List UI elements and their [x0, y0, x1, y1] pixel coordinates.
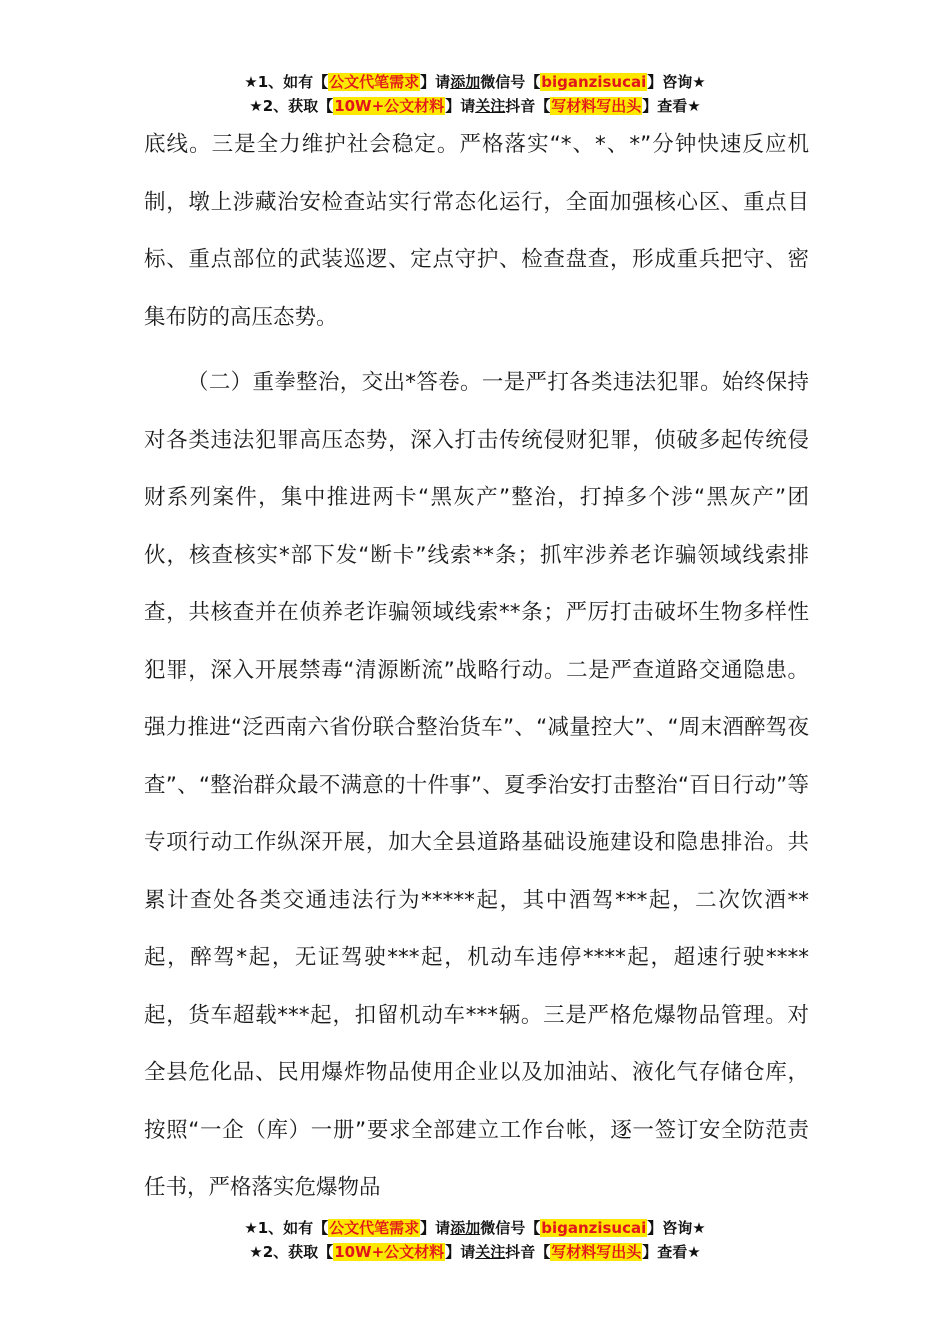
header-wechat-id[interactable]: biganzisucai [541, 73, 647, 91]
footer-materials-highlight: 10W+公文材料 [334, 1243, 445, 1261]
footer-line-1 [0, 1216, 950, 1240]
header-service-highlight: 公文代笔需求 [329, 73, 420, 91]
header-banner [0, 70, 950, 118]
footer-banner [0, 1216, 950, 1264]
footer-line-1-prefix: ★1、如有【 [244, 1219, 329, 1237]
header-line-2-suffix: 】查看★ [642, 97, 701, 115]
footer-line-2-prefix: ★2、获取【 [249, 1243, 334, 1261]
footer-line-1-emphasis: 添加 [450, 1219, 481, 1237]
header-line-2-mid: 】请 [445, 97, 476, 115]
header-line-1-mid2: 微信号【 [480, 73, 541, 91]
header-materials-highlight: 10W+公文材料 [334, 97, 445, 115]
header-line-1-mid: 】请 [420, 73, 451, 91]
footer-line-1-mid: 】请 [420, 1219, 451, 1237]
paragraph-2: （二）重拳整治，交出*答卷。一是严打各类违法犯罪。始终保持对各类违法犯罪高压态势，深入打击传统侵财犯罪，侦破多起传统侵财系列案件，集中推进两卡“黑灰产”整治，打掉多个涉“黑灰产”团伙，核查核实*部下发“断卡”线索**条；抓牢涉养老诈骗领域线索排查，共核查并在侦养老诈骗领域线索**条；严厉打击破坏生物多样性犯罪，深入开展禁毒“清源断流”战略行动。二是严查道路交通隐患。强力推进“泛西南六省份联合整治货车”、“减量控大”、“周末酒醉驾夜查”、“整治群众最不满意的十件事”、夏季治安打击整治“百日行动”等专项行动工作纵深开展，加大全县道路基础设施建设和隐患排治。共累计查处各类交通违法行为*****起，其中酒驾***起，二次饮酒**起，醉驾*起，无证驾驶***起，机动车违停****起，超速行驶****起，货车超载***起，扣留机动车***辆。三是严格危爆物品管理。对全县危化品、民用爆炸物品使用企业以及加油站、液化气存储仓库，按照“一企（库）一册”要求全部建立工作台帐，逐一签订安全防范责任书，严格落实危爆物品 [144, 370, 809, 1200]
footer-line-2-mid: 】请 [445, 1243, 476, 1261]
paragraph-1: 底线。三是全力维护社会稳定。严格落实“*、*、*”分钟快速反应机制，墩上涉藏治安检查站实行常态化运行，全面加强核心区、重点目标、重点部位的武装巡逻、定点守护、检查盘查，形成重兵把守、密集布防的高压态势。 [144, 132, 809, 330]
footer-line-2-mid2: 抖音【 [505, 1243, 551, 1261]
footer-line-1-suffix: 】咨询★ [647, 1219, 706, 1237]
header-line-2-emphasis: 关注 [475, 97, 506, 115]
footer-wechat-id[interactable]: biganzisucai [541, 1219, 647, 1237]
header-douyin-account[interactable]: 写材料写出头 [551, 97, 642, 115]
header-line-2-mid2: 抖音【 [505, 97, 551, 115]
footer-service-highlight: 公文代笔需求 [329, 1219, 420, 1237]
document-body [144, 116, 809, 1217]
header-line-1-prefix: ★1、如有【 [244, 73, 329, 91]
footer-line-2 [0, 1240, 950, 1264]
footer-douyin-account[interactable]: 写材料写出头 [551, 1243, 642, 1261]
footer-line-1-mid2: 微信号【 [480, 1219, 541, 1237]
header-line-1-suffix: 】咨询★ [647, 73, 706, 91]
header-line-2 [0, 94, 950, 118]
footer-line-2-emphasis: 关注 [475, 1243, 506, 1261]
header-line-1 [0, 70, 950, 94]
header-line-1-emphasis: 添加 [450, 73, 481, 91]
footer-line-2-suffix: 】查看★ [642, 1243, 701, 1261]
header-line-2-prefix: ★2、获取【 [249, 97, 334, 115]
